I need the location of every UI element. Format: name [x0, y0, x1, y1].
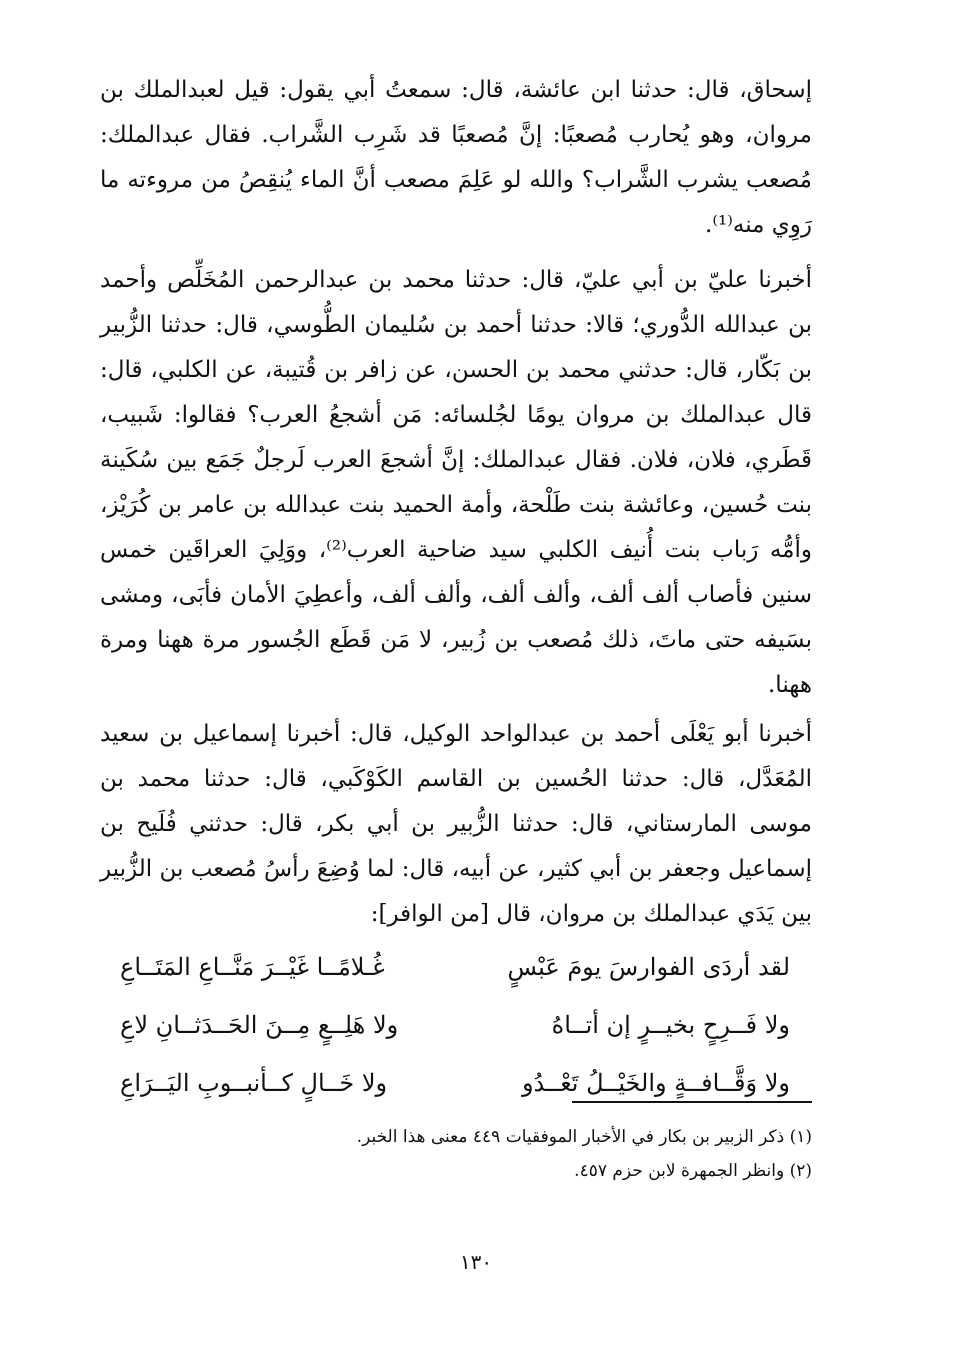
paragraph-1 [100, 68, 812, 248]
page-number: ١٣٠ [459, 1250, 493, 1274]
verse-second-hemistich: ولا هَلِــعٍ مِــنَ الحَــدَثــانِ لاعِ [120, 1011, 399, 1039]
paragraph-text: أخبرنا عليّ بن أبي عليّ، قال: حدثنا محمد بن عبدالرحمن المُخَلِّص وأحمد بن عبدالله الدُّوري؛ قالا: حدثنا أحمد بن سُليمان الطُّوسي، قال: حدثنا الزُّبير بن بَكّار، قال: حدثني محمد بن الحسن، عن زافر بن قُتيبة، عن الكلبي، قال: قال عبدالملك بن مروان يومًا لجُلسائه: مَن أشجعُ العرب؟ فقالوا: شَبيب، قَطَري، فلان، فلان. فقال عبدالملك: إنَّ أشجعَ العرب لَرجلٌ جَمَع بين سُكَينة بنت حُسين، وعائشة بنت طَلْحة، وأمة الحميد بنت عبدالله بن عامر بن كُرَيْز، وأمُّه رَباب بنت أُنيف الكلبي سيد ضاحية العرب⁽²⁾، ووَلِيَ العراقَين خمس سنين فأصاب ألف ألف، وألف ألف، وألف ألف، وأعطِيَ الأمان فأبَى، ومشى بسَيفه حتى ماتَ، ذلك مُصعب بن زُبير، لا مَن قَطَع الجُسور مرة ههنا ومرة ههنا. [100, 267, 812, 698]
footnote-2: (٢) وانظر الجمهرة لابن حزم ٤٥٧. [574, 1161, 812, 1181]
verse-line [120, 1054, 790, 1112]
paragraph-2 [100, 258, 812, 708]
verse-first-hemistich: لقد أردَى الفوارسَ يومَ عَبْسٍ [507, 953, 790, 981]
footnote-separator [572, 1101, 812, 1103]
paragraph-text: أخبرنا أبو يَعْلَى أحمد بن عبدالواحد الوكيل، قال: أخبرنا إسماعيل بن سعيد المُعَدَّل، قال: حدثنا الحُسين بن القاسم الكَوْكَبي، قال: حدثنا محمد بن موسى المارستاني، قال: حدثنا الزُّبير بن أبي بكر، قال: حدثني فُلَيح بن إسماعيل وجعفر بن أبي كثير، عن أبيه، قال: لما وُضِعَ رأسُ مُصعب بن الزُّبير بين يَدَي عبدالملك بن مروان، قال [من الوافر]: [100, 721, 812, 927]
verse-first-hemistich: ولا وَقَّــافــةٍ والخَيْــلُ تَعْــدُو [521, 1069, 790, 1097]
verse-second-hemistich: غُـلامًــا غَيْــرَ مَنَّــاعِ المَتَــاعِ [120, 953, 385, 981]
footnote-1: (١) ذكر الزبير بن بكار في الأخبار الموفقيات ٤٤٩ معنى هذا الخبر. [356, 1127, 812, 1147]
verse-first-hemistich: ولا فَــرِحٍ بخيــرٍ إن أتــاهُ [551, 1011, 790, 1039]
verse-second-hemistich: ولا خَــالٍ كــأنبــوبِ اليَــرَاعِ [120, 1069, 388, 1097]
paragraph-3 [100, 712, 812, 937]
verse-line [120, 996, 790, 1054]
footnotes [100, 1120, 812, 1188]
poem-verses [120, 938, 790, 1112]
paragraph-text: إسحاق، قال: حدثنا ابن عائشة، قال: سمعتُ أبي يقول: قيل لعبدالملك بن مروان، وهو يُحارب مُصعبًا: إنَّ مُصعبًا قد شَرِب الشَّراب. فقال عبدالملك: مُصعب يشرب الشَّراب؟ والله لو عَلِمَ مصعب أنَّ الماء يُنقِصُ من مروءته ما رَوِي منه⁽¹⁾. [100, 77, 812, 238]
verse-line [120, 938, 790, 996]
